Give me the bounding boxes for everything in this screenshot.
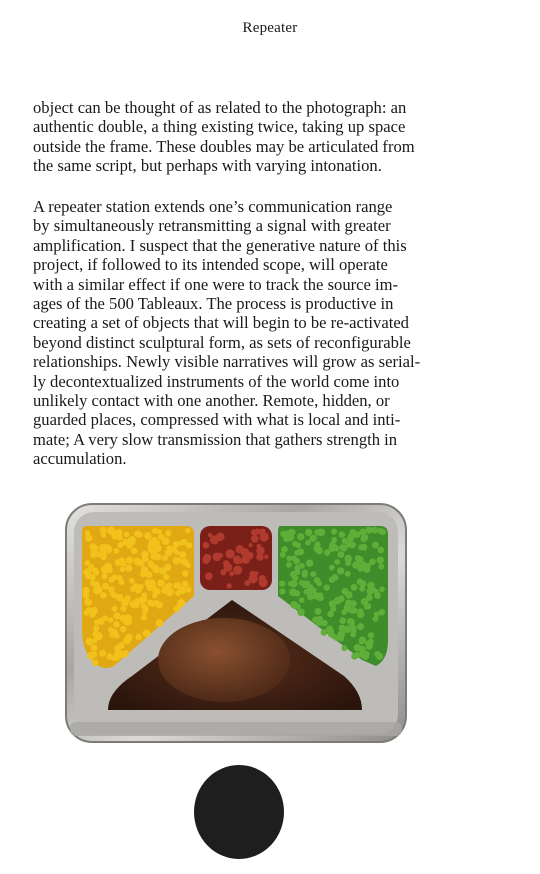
peas-piece [338, 630, 345, 637]
sauce-piece [249, 543, 253, 547]
peas-piece [380, 529, 387, 536]
corn-piece [113, 612, 120, 619]
corn-piece [113, 654, 120, 661]
peas-piece [332, 574, 339, 581]
corn-piece [163, 574, 169, 580]
corn-piece [144, 571, 151, 578]
text-line: ly decontextualized instruments of the world come into [33, 371, 400, 391]
corn-piece [86, 638, 94, 646]
corn-piece [152, 566, 159, 573]
body-paragraph-1 [33, 98, 513, 176]
peas-piece [374, 651, 380, 657]
sauce-piece [251, 535, 259, 543]
peas-piece [290, 580, 297, 587]
corn-piece [143, 629, 151, 637]
corn-piece [111, 533, 118, 540]
sauce-piece [239, 560, 243, 564]
sauce-piece [260, 532, 269, 541]
corn-piece [84, 610, 89, 615]
peas-piece [345, 560, 351, 566]
corn-piece [176, 603, 181, 608]
tv-dinner-tray-icon [62, 500, 410, 746]
corn-piece [85, 530, 91, 536]
corn-piece [113, 621, 120, 628]
corn-piece [91, 651, 97, 657]
peas-piece [305, 540, 311, 546]
corn-piece [142, 609, 148, 615]
corn-piece [86, 599, 92, 605]
corn-piece [178, 586, 186, 594]
peas-piece [306, 559, 313, 566]
corn-piece [122, 650, 129, 657]
peas-piece [354, 531, 361, 538]
peas-piece [324, 584, 330, 590]
corn-piece [173, 541, 180, 548]
corn-piece [173, 582, 179, 588]
peas-piece [351, 627, 357, 633]
peas-piece [358, 651, 364, 657]
peas-piece [372, 527, 379, 534]
peas-piece [369, 558, 376, 565]
corn-piece [104, 562, 112, 570]
corn-piece [119, 579, 125, 585]
corn-piece [120, 566, 126, 572]
corn-piece [102, 583, 109, 590]
peas-piece [337, 567, 344, 574]
corn-piece [141, 551, 149, 559]
corn-piece [141, 614, 147, 620]
peas-piece [341, 609, 347, 615]
corn-piece [186, 563, 191, 568]
peas-piece [347, 618, 353, 624]
peas-piece [350, 600, 357, 607]
corn-piece [149, 584, 157, 592]
corn-piece [182, 570, 188, 576]
text-line: the same script, but perhaps with varying intonation. [33, 156, 382, 176]
corn-piece [115, 559, 122, 566]
peas-piece [299, 563, 305, 569]
peas-piece [299, 597, 305, 603]
corn-piece [101, 592, 107, 598]
peas-piece [279, 588, 285, 594]
corn-piece [186, 542, 193, 549]
corn-piece [148, 561, 154, 567]
text-line: unlikely contact with one another. Remote, hidden, or [33, 391, 390, 411]
corn-piece [179, 540, 185, 546]
corn-piece [94, 619, 100, 625]
sauce-piece [213, 552, 222, 561]
text-line: guarded places, compressed with what is local and inti- [33, 410, 401, 430]
corn-piece [134, 559, 141, 566]
peas-piece [368, 632, 374, 638]
corn-piece [109, 577, 115, 583]
corn-piece [147, 600, 154, 607]
corn-piece [155, 619, 163, 627]
text-line: with a similar effect if one were to track the source im- [33, 274, 399, 294]
peas-piece [291, 555, 297, 561]
peas-piece [279, 581, 285, 587]
sauce-piece [225, 549, 234, 558]
text-line: authentic double, a thing existing twice, taking up space [33, 117, 406, 137]
peas-piece [379, 609, 386, 616]
peas-piece [360, 580, 367, 587]
tv-dinner-image [62, 500, 410, 746]
text-line: ages of the 500 Tableaux. The process is productive in [33, 294, 394, 314]
corn-piece [85, 573, 92, 580]
sauce-piece [203, 542, 210, 549]
text-line: A repeater station extends one’s communication range [33, 197, 393, 216]
corn-piece [101, 573, 107, 579]
corn-piece [124, 531, 130, 537]
corn-piece [93, 625, 99, 631]
corn-piece [118, 642, 125, 649]
peas-piece [345, 591, 352, 598]
corn-piece [93, 570, 99, 576]
sauce-piece [246, 552, 254, 560]
sauce-piece [233, 565, 242, 574]
corn-piece [166, 545, 172, 551]
peas-piece [366, 594, 373, 601]
corn-piece [185, 528, 190, 533]
corn-piece [121, 561, 127, 567]
corn-piece [129, 601, 134, 606]
sauce-piece [216, 532, 225, 541]
corn-piece [157, 579, 165, 587]
sauce-piece [227, 583, 232, 588]
corn-piece [92, 630, 100, 638]
corn-piece [131, 548, 138, 555]
peas-piece [290, 589, 297, 596]
peas-piece [315, 547, 323, 555]
corn-piece [126, 542, 133, 549]
peas-piece [345, 571, 351, 577]
sauce-piece [256, 546, 264, 554]
corn-piece [125, 637, 131, 643]
corn-piece [152, 593, 157, 598]
corn-piece [135, 634, 141, 640]
sauce-piece [259, 578, 268, 587]
corn-piece [126, 556, 133, 563]
peas-piece [297, 609, 304, 616]
peas-piece [294, 569, 300, 575]
peas-piece [339, 544, 345, 550]
sauce-piece [264, 555, 268, 559]
text-line: beyond distinct sculptural form, as sets of reconfigurable [33, 332, 411, 352]
corn-piece [134, 531, 141, 538]
peas-piece [337, 551, 344, 558]
text-line: by simultaneously retransmitting a signal with greater [33, 216, 391, 236]
corn-piece [176, 558, 182, 564]
peas-piece [329, 545, 336, 552]
corn-piece [125, 564, 132, 571]
peas-piece [314, 608, 321, 615]
peas-piece [361, 534, 368, 541]
corn-piece [125, 595, 131, 601]
sauce-piece [236, 545, 244, 553]
peas-piece [329, 565, 335, 571]
peas-piece [339, 617, 346, 624]
peas-piece [350, 584, 357, 591]
corn-piece [109, 632, 115, 638]
sauce-piece [248, 574, 257, 583]
peas-piece [359, 638, 365, 644]
peas-piece [311, 536, 317, 542]
peas-piece [305, 529, 312, 536]
text-line: relationships. Newly visible narratives will grow as serial- [33, 352, 421, 372]
peas-piece [357, 612, 364, 619]
corn-piece [124, 614, 132, 622]
corn-piece [112, 607, 117, 612]
corn-piece [179, 551, 186, 558]
peas-piece [349, 607, 356, 614]
corn-piece [186, 587, 192, 593]
corn-piece [85, 560, 91, 566]
peas-piece [367, 639, 373, 645]
peas-piece [329, 600, 337, 608]
peas-piece [377, 556, 384, 563]
sauce-piece [208, 533, 212, 537]
running-head: Repeater [242, 20, 298, 36]
peas-piece [290, 601, 298, 609]
corn-piece [114, 548, 120, 554]
corn-piece [120, 626, 127, 633]
peas-piece [372, 541, 379, 548]
corn-piece [148, 546, 153, 551]
corn-piece [107, 654, 113, 660]
sauce-piece [255, 529, 261, 535]
corn-piece [102, 544, 107, 549]
text-line: accumulation. [33, 449, 127, 469]
sauce-piece [223, 560, 229, 566]
peas-piece [283, 535, 291, 543]
peas-piece [298, 534, 304, 540]
text-line: project, if followed to its intended scope, will operate [33, 255, 388, 275]
corn-piece [108, 617, 114, 623]
black-circle-ornament [194, 765, 284, 859]
corn-piece [164, 564, 171, 571]
peas-piece [338, 531, 345, 538]
peas-piece [363, 566, 370, 573]
corn-piece [129, 578, 135, 584]
peas-piece [377, 547, 384, 554]
corn-piece [174, 550, 179, 555]
corn-piece [89, 543, 96, 550]
peas-piece [365, 603, 372, 610]
corn-piece [82, 587, 89, 594]
peas-piece [331, 633, 337, 639]
text-line: outside the frame. These doubles may be articulated from [33, 136, 415, 156]
corn-piece [100, 552, 107, 559]
peas-piece [355, 555, 361, 561]
corn-piece [90, 607, 98, 615]
peas-piece [318, 529, 326, 537]
peas-piece [357, 565, 364, 572]
corn-piece [153, 528, 159, 534]
peas-piece [367, 582, 373, 588]
sauce-piece [205, 572, 213, 580]
peas-piece [341, 645, 347, 651]
peas-piece [286, 562, 292, 568]
peas-piece [280, 552, 286, 558]
peas-piece [321, 620, 327, 626]
corn-piece [120, 605, 126, 611]
peas-piece [357, 623, 364, 630]
corn-piece [166, 590, 173, 597]
peas-piece [281, 546, 288, 553]
corn-piece [99, 650, 106, 657]
corn-piece [90, 580, 96, 586]
text-line: mate; A very slow transmission that gathers strength in [33, 429, 398, 449]
corn-piece [154, 544, 162, 552]
peas-piece [314, 577, 321, 584]
corn-piece [91, 645, 96, 650]
peas-piece [321, 629, 328, 636]
corn-piece [182, 581, 189, 588]
peas-piece [311, 587, 317, 593]
peas-piece [299, 580, 305, 586]
peas-piece [361, 545, 367, 551]
peas-piece [351, 653, 358, 660]
corn-piece [100, 527, 107, 534]
peas-piece [331, 528, 337, 534]
peas-piece [379, 586, 385, 592]
corn-piece [140, 595, 147, 602]
corn-piece [162, 555, 168, 561]
peas-piece [344, 626, 351, 633]
sauce-piece [203, 554, 211, 562]
peas-piece [297, 548, 304, 555]
text-line: object can be thought of as related to the photograph: an [33, 98, 407, 117]
peas-piece [317, 594, 324, 601]
peas-piece [378, 564, 384, 570]
body-paragraph-2 [33, 197, 513, 469]
text-line: amplification. I suspect that the generative nature of this [33, 235, 407, 255]
corn-piece [112, 592, 118, 598]
peas-piece [310, 571, 316, 577]
sauce-piece [220, 569, 226, 575]
corn-piece [150, 552, 157, 559]
peas-piece [292, 575, 298, 581]
peas-piece [342, 538, 348, 544]
peas-piece [374, 592, 381, 599]
corn-piece [93, 587, 100, 594]
peas-piece [302, 569, 308, 575]
corn-piece [92, 659, 98, 665]
corn-piece [165, 530, 172, 537]
corn-piece [134, 586, 142, 594]
corn-piece [144, 532, 151, 539]
text-line: creating a set of objects that will begin to be re-activated [33, 313, 409, 333]
corn-piece [153, 600, 159, 606]
peas-piece [292, 541, 298, 547]
sauce-piece [229, 571, 234, 576]
peas-piece [373, 616, 379, 622]
peas-piece [334, 559, 340, 565]
corn-piece [162, 537, 170, 545]
